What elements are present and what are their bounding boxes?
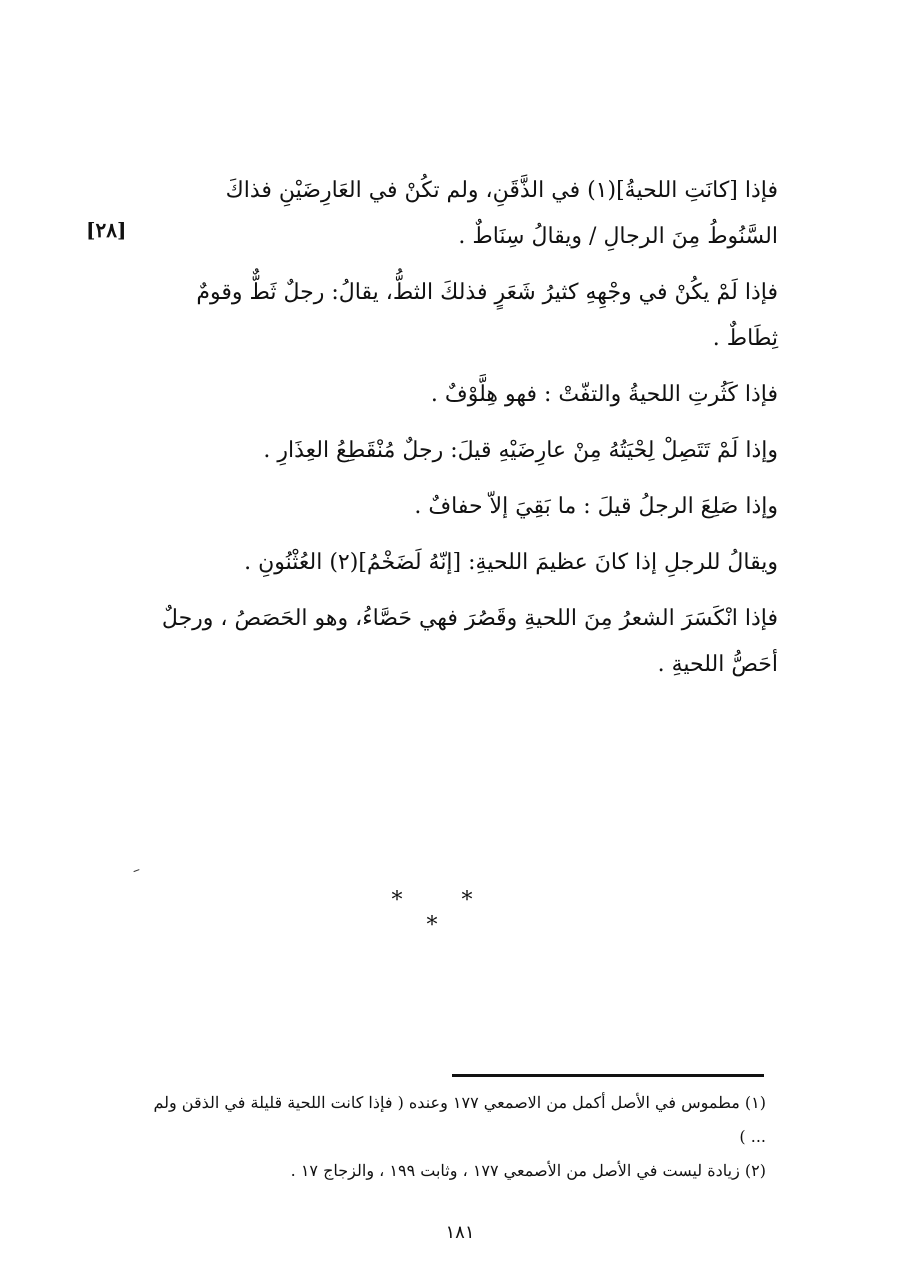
scan-speck	[133, 869, 140, 875]
paragraph: فإذا كَثُرتِ اللحيةُ والتفّتْ : فهو هِلَّوْفٌ .	[430, 382, 778, 407]
footnote: (٢) زيادة ليست في الأصل من الأصمعي ١٧٧ ، وثابت ١٩٩ ، والزجاج ١٧ .	[290, 1161, 766, 1180]
main-text	[150, 168, 778, 698]
paragraph: وإذا لَمْ تَتَصِلْ لِحْيَتُهُ مِنْ عارِضَيْهِ قيلَ: رجلٌ مُنْقَطِعُ العِذَارِ .	[263, 438, 778, 463]
paragraph: فإذا لَمْ يكُنْ في وجْهِهِ كثيرُ شَعَرٍ فذلكَ الثطُّ، يقالُ: رجلٌ ثَطٌّ وقومٌ ثِطَاطٌ .	[196, 280, 778, 351]
paragraph: فإذا [كانَتِ اللحيةُ](١) في الذَّقَنِ، ولم تكُنْ في العَارِضَيْنِ فذاكَ السَّنُوطُ مِنَ الرجالِ / ويقالُ سِنَاطٌ .	[225, 178, 778, 249]
footnote: (١) مطموس في الأصل أكمل من الاصمعي ١٧٧ وعنده ( فإذا كانت اللحية قليلة في الذقن ولم ... )	[153, 1093, 766, 1146]
section-separator: * * *	[391, 888, 499, 938]
paragraph: وإذا صَلِعَ الرجلُ قيلَ : ما بَقِيَ إلاّ حفافٌ .	[414, 494, 778, 519]
paragraph: فإذا انْكَسَرَ الشعرُ مِنَ اللحيةِ وقَصُرَ فهي حَصَّاءُ، وهو الحَصَصُ ، ورجلٌ أحَصُّ اللحيةِ .	[161, 606, 778, 677]
paragraph: ويقالُ للرجلِ إذا كانَ عظيمَ اللحيةِ: [إنّهُ لَضَخْمُ](٢) العُثْنُونِ .	[244, 550, 778, 575]
folio-marker: [٢٨]	[86, 218, 127, 242]
footnote-rule	[452, 1074, 764, 1077]
footnotes	[140, 1086, 766, 1188]
page-number: ١٨١	[445, 1222, 475, 1243]
